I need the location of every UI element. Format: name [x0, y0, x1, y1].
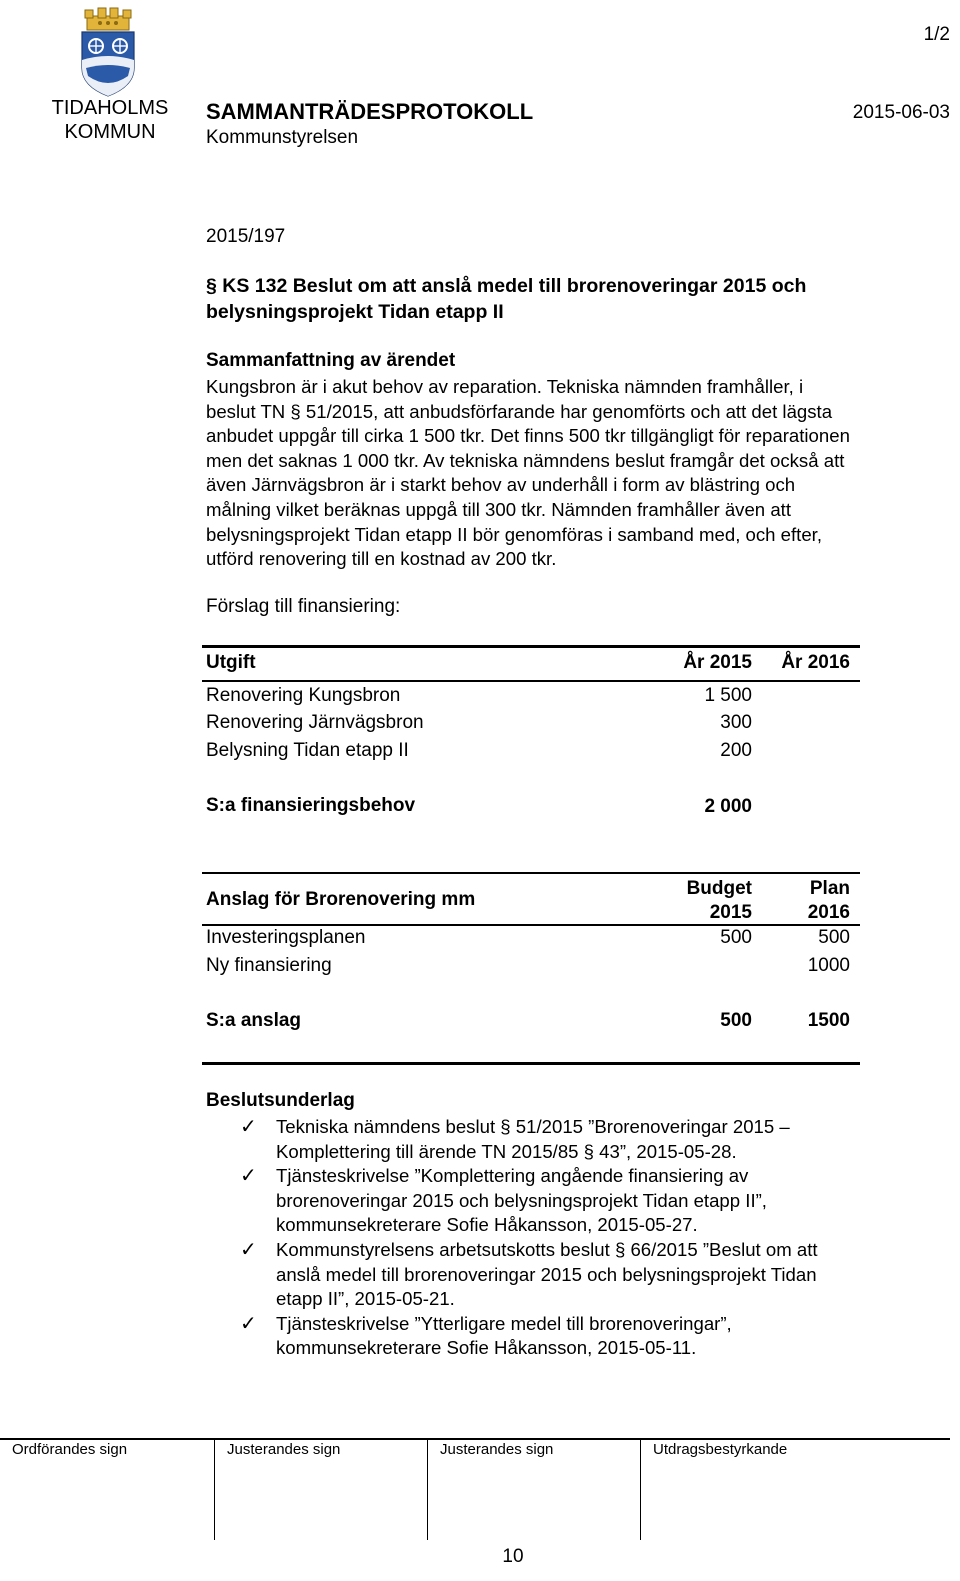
table1-top-rule	[202, 645, 860, 648]
logo-text-line2: KOMMUN	[64, 121, 156, 143]
table2-header-label: Anslag för Brorenovering mm	[206, 889, 476, 910]
table2-header-col1	[687, 877, 752, 925]
table-cell-value: 500	[720, 927, 752, 948]
table-cell-value: 300	[720, 712, 752, 733]
basis-title: Beslutsunderlag	[206, 1090, 355, 1111]
signature-label: Justerandes sign	[227, 1441, 341, 1458]
table2-total-col2: 1500	[807, 1010, 850, 1031]
financing-label: Förslag till finansiering:	[206, 596, 401, 617]
table2-header-rule	[202, 924, 860, 926]
crown-icon	[85, 8, 131, 30]
list-item-line: etapp II”, 2015-05-21.	[276, 1288, 455, 1310]
table-cell-label: Renovering Kungsbron	[206, 685, 401, 706]
table2-header-row	[206, 877, 856, 927]
table2-total-label: S:a anslag	[206, 1010, 302, 1031]
table-cell-value: 1 500	[704, 685, 752, 706]
signature-box-chair	[0, 1440, 214, 1540]
document-subtitle: Kommunstyrelsen	[206, 127, 359, 148]
case-heading	[206, 273, 946, 325]
list-item-line: Komplettering till ärende TN 2015/85 § 43”, 2015-05-28.	[276, 1140, 737, 1162]
table-row	[206, 927, 856, 953]
table-cell-label: Renovering Järnvägsbron	[206, 712, 424, 733]
signature-box-adjuster-1	[214, 1440, 427, 1540]
list-item	[206, 1312, 906, 1361]
list-item-line: anslå medel till brorenoveringar 2015 och belysningsprojekt Tidan	[276, 1263, 817, 1285]
table1-header-col1: År 2015	[683, 652, 752, 673]
table1-total-value: 2 000	[704, 796, 752, 817]
table2-total-row	[206, 1010, 856, 1036]
table1-header-label: Utgift	[206, 652, 256, 673]
summary-line: även Järnvägsbron är i starkt behov av underhåll i form av blästring och	[206, 474, 796, 496]
table-cell-value: 500	[818, 927, 850, 948]
signature-label: Ordförandes sign	[12, 1441, 128, 1458]
document-date: 2015-06-03	[852, 102, 950, 123]
table1-total-row	[206, 795, 856, 821]
table2-header-col2-line2: 2016	[807, 902, 850, 923]
table-cell-value: 200	[720, 740, 752, 761]
table1-header-col2: År 2016	[781, 652, 850, 673]
shield-icon	[82, 32, 134, 96]
table2-header-col2-line1: Plan	[809, 878, 850, 899]
table-row	[206, 685, 856, 711]
checkmark-icon: ✓	[240, 1312, 257, 1335]
signature-label: Utdragsbestyrkande	[653, 1441, 788, 1458]
signature-label: Justerandes sign	[440, 1441, 554, 1458]
list-item	[206, 1115, 906, 1164]
summary-line: belysningsprojekt Tidan etapp II bör genomföras i samband med, och efter,	[206, 523, 823, 545]
summary-text	[206, 375, 951, 572]
list-item-line: Tjänsteskrivelse ”Komplettering angående finansiering av	[276, 1165, 749, 1187]
table2-header-col2	[808, 877, 850, 925]
table2-total-col1: 500	[720, 1010, 752, 1031]
table2-header-col1-line1: Budget	[686, 878, 752, 899]
table1-header-rule	[202, 680, 860, 682]
table2-top-rule	[202, 872, 860, 874]
summary-line: men det saknas 1 000 tkr. Av tekniska nämndens beslut framgår det också att	[206, 449, 845, 471]
list-item-line: Tekniska nämndens beslut § 51/2015 ”Brorenoveringar 2015 –	[276, 1116, 790, 1137]
case-heading-line: § KS 132 Beslut om att anslå medel till brorenoveringar 2015 och	[206, 275, 807, 297]
table-cell-label: Belysning Tidan etapp II	[206, 740, 409, 761]
table1-total-label: S:a finansieringsbehov	[206, 795, 416, 816]
summary-line: Kungsbron är i akut behov av reparation. Tekniska nämnden framhåller, i	[206, 376, 804, 397]
table-row	[206, 712, 856, 738]
summary-line: målning vilket beräknas uppgå till 300 tkr. Nämnden framhåller även att	[206, 498, 791, 520]
list-item-line: kommunsekreterare Sofie Håkansson, 2015-05-11.	[276, 1337, 697, 1359]
logo-text-line1: TIDAHOLMS	[51, 97, 169, 119]
table2-bottom-rule	[202, 1062, 860, 1065]
case-heading-line: belysningsprojekt Tidan etapp II	[206, 301, 504, 323]
signature-box-certification	[640, 1440, 950, 1540]
list-item-line: Kommunstyrelsens arbetsutskotts beslut § 66/2015 ”Beslut om att	[276, 1238, 818, 1260]
table-cell-label: Investeringsplanen	[206, 927, 366, 948]
list-item-line: kommunsekreterare Sofie Håkansson, 2015-05-27.	[276, 1214, 698, 1236]
summary-line: utförd renovering till en kostnad av 200 tkr.	[206, 548, 557, 570]
list-item-line: Tjänsteskrivelse ”Ytterligare medel till brorenoveringar”,	[276, 1312, 732, 1334]
table-row	[206, 955, 856, 981]
basis-list	[206, 1115, 906, 1361]
summary-line: anbudet uppgår till cirka 1 500 tkr. Det finns 500 tkr tillgängligt för reparationen	[206, 425, 850, 447]
list-item-line: brorenoveringar 2015 och belysningsprojekt Tidan etapp II”,	[276, 1189, 767, 1211]
checkmark-icon: ✓	[240, 1116, 257, 1138]
document-title: SAMMANTRÄDESPROTOKOLL	[206, 99, 534, 124]
table-cell-value: 1000	[807, 955, 850, 976]
list-item	[206, 1238, 906, 1312]
checkmark-icon: ✓	[240, 1165, 257, 1188]
table1-header-row	[206, 652, 856, 678]
list-item	[206, 1164, 906, 1238]
logo-text	[40, 96, 180, 144]
summary-line: beslut TN § 51/2015, att anbudsförfarande har genomförts och att det lägsta	[206, 400, 833, 422]
table2-header-col1-line2: 2015	[709, 902, 752, 923]
signature-box-adjuster-2	[427, 1440, 640, 1540]
table-row	[206, 740, 856, 766]
checkmark-icon: ✓	[240, 1238, 257, 1261]
case-number: 2015/197	[206, 226, 286, 247]
table-cell-label: Ny finansiering	[206, 955, 332, 976]
footer-page-number: 10	[502, 1546, 524, 1567]
summary-title: Sammanfattning av ärendet	[206, 350, 456, 371]
page-number: 1/2	[923, 24, 950, 45]
